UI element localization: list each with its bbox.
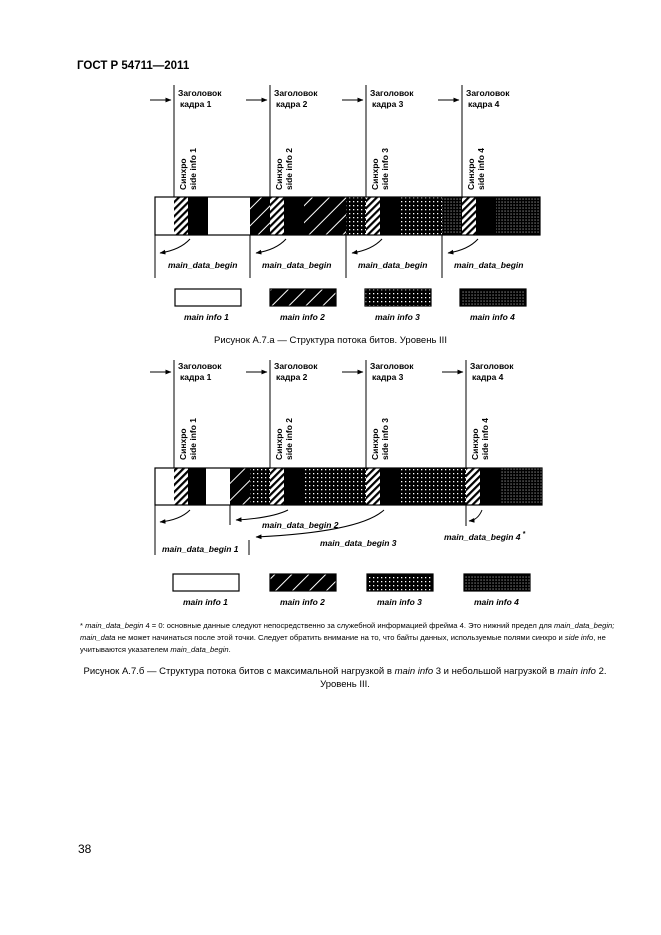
main-data-begin-label: main_data_begin	[168, 260, 238, 270]
legend	[175, 289, 526, 322]
main-data-begin-pointers	[155, 505, 526, 555]
legend	[173, 574, 530, 607]
frame-header-title: Заголовок	[274, 88, 318, 98]
legend-label: main info 3	[377, 597, 422, 607]
footnote: * main_data_begin 4 = 0: основные данные следуют непосредственно за служебной информацией фрейма 4. Это нижний предел для main_data_begin; main_data не может начинаться после этой точки. Следует обратить внимание на то, что байты данных, используемые полями синхро и side info, не учитываются указателем main_data_begin.	[80, 621, 615, 654]
standard-header: ГОСТ Р 54711—2011	[77, 60, 190, 72]
frame-header-title: Заголовок	[370, 88, 414, 98]
bitstream-bar	[155, 197, 540, 235]
frame-header-number: кадра 2	[276, 99, 308, 109]
sync-label: Синхро	[470, 428, 480, 460]
legend-label: main info 4	[470, 312, 515, 322]
frame-header-number: кадра 1	[180, 372, 212, 382]
main-data-begin-label-4: main_data_begin 4 *	[444, 531, 526, 542]
sync-label: Синхро	[274, 428, 284, 460]
frame-header-number: кадра 3	[372, 372, 404, 382]
legend-label: main info 1	[184, 312, 229, 322]
side-info-label: side info 3	[380, 417, 390, 460]
frame-header-number: кадра 2	[276, 372, 308, 382]
legend-swatch-main-info-3	[367, 574, 433, 591]
figure-a-caption: Рисунок А.7.а — Структура потока битов. Уровень III	[214, 335, 447, 346]
side-info-label: side info 1	[188, 417, 198, 460]
main-data-begin-label: main_data_begin 1	[162, 544, 239, 554]
frame-header-number: кадра 4	[468, 99, 500, 109]
main-data-begin-label: main_data_begin	[358, 260, 428, 270]
main-data-begin-label: main_data_begin 3	[320, 538, 397, 548]
legend-label: main info 3	[375, 312, 420, 322]
side-info-label: side info 3	[380, 147, 390, 190]
frame-header-number: кадра 3	[372, 99, 404, 109]
main-data-begin-pointers	[155, 235, 523, 278]
legend-swatch-main-info-2	[270, 289, 336, 306]
sync-label: Синхро	[178, 158, 188, 190]
main-data-begin-label: main_data_begin	[454, 260, 524, 270]
frame-header-title: Заголовок	[470, 361, 514, 371]
main-data-begin-label: main_data_begin 2	[262, 520, 339, 530]
frame-header-title: Заголовок	[274, 361, 318, 371]
side-info-label: side info 4	[476, 147, 486, 190]
sync-label: Синхро	[466, 158, 476, 190]
frame-header-number: кадра 1	[180, 99, 212, 109]
figure-b-caption: Рисунок А.7.б — Структура потока битов с максимальной нагрузкой в main info 3 и небольшой нагрузкой в main info 2. Уровень III.	[83, 666, 607, 690]
side-info-label: side info 2	[284, 417, 294, 460]
frame-header-number: кадра 4	[472, 372, 504, 382]
legend-swatch-main-info-4	[460, 289, 526, 306]
frame-header-title: Заголовок	[178, 361, 222, 371]
frame-header-title: Заголовок	[466, 88, 510, 98]
legend-label: main info 2	[280, 597, 325, 607]
sync-label: Синхро	[370, 428, 380, 460]
side-info-label: side info 2	[284, 147, 294, 190]
page-number: 38	[78, 842, 92, 856]
footnote-mark: *	[522, 531, 526, 538]
main-data-begin-label: main_data_begin	[262, 260, 332, 270]
side-info-label: side info 1	[188, 147, 198, 190]
legend-swatch-main-info-3	[365, 289, 431, 306]
legend-swatch-main-info-1	[175, 289, 241, 306]
figure-a	[150, 85, 540, 322]
figure-b	[150, 360, 542, 607]
bitstream-bar	[155, 468, 542, 505]
side-info-label: side info 4	[480, 417, 490, 460]
frame-header-title: Заголовок	[370, 361, 414, 371]
sync-label: Синхро	[274, 158, 284, 190]
sync-label: Синхро	[370, 158, 380, 190]
legend-swatch-main-info-1	[173, 574, 239, 591]
legend-label: main info 2	[280, 312, 325, 322]
legend-label: main info 1	[183, 597, 228, 607]
legend-swatch-main-info-4	[464, 574, 530, 591]
legend-label: main info 4	[474, 597, 519, 607]
legend-swatch-main-info-2	[270, 574, 336, 591]
frame-header-title: Заголовок	[178, 88, 222, 98]
sync-label: Синхро	[178, 428, 188, 460]
